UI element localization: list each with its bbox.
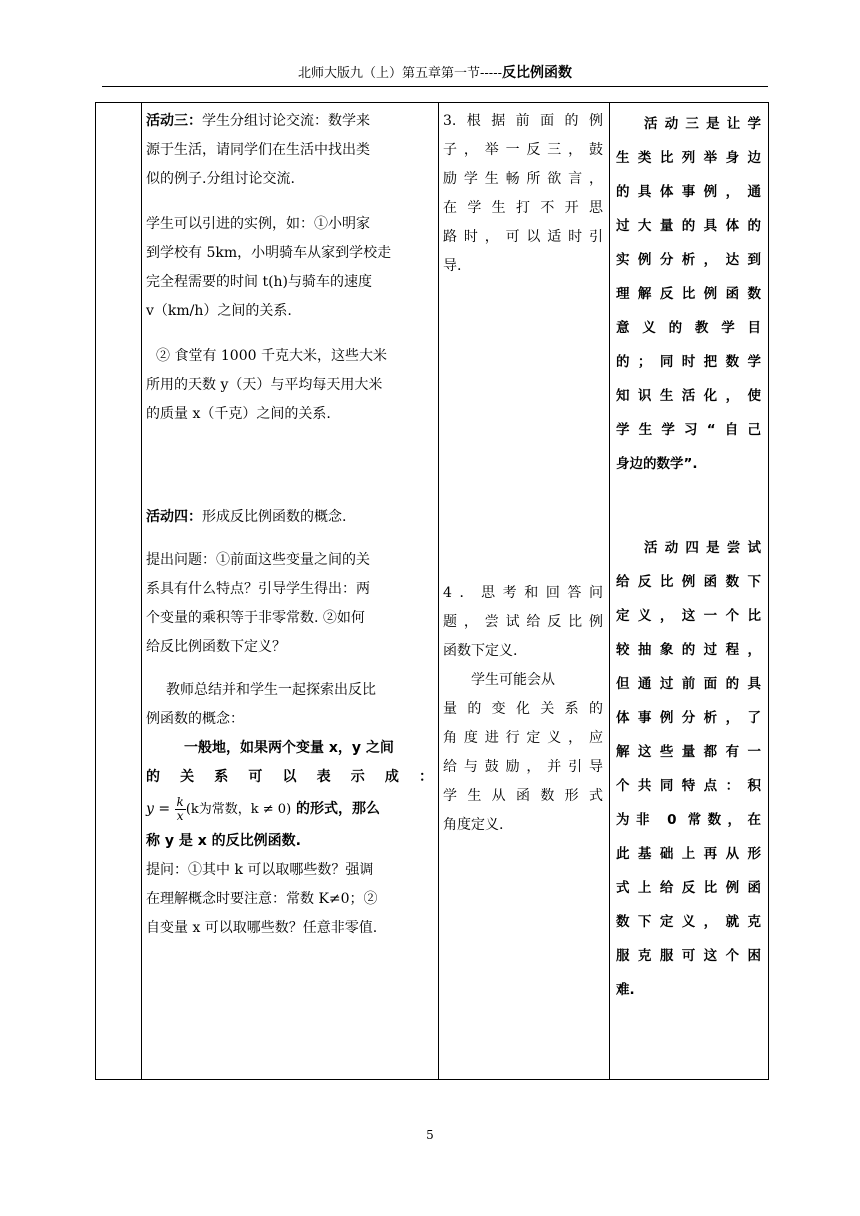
student-text-line: 量的变化关系的 [443,701,603,717]
student-text-line: 路时，可以适时引 [443,229,603,245]
student-text-line: 学生从函数形式 [443,788,603,804]
activity3-line: 源于生活，请同学们在生活中找出类 [146,142,370,158]
student-text-line: 题，尝试给反比例 [443,614,603,630]
header-prefix: 北师大版九（上）第五章第一节----- [298,66,502,81]
formula-numerator: k [176,794,184,809]
intent-line: 服克服可这个困 [616,948,761,964]
question-line: 系具有什么特点？引导学生得出：两 [146,581,370,597]
formula-y: y = [146,801,171,817]
intent-line: 意义的教学目 [616,320,761,336]
summary-line: 例函数的概念： [146,711,244,727]
question-line: 提出问题：①前面这些变量之间的关 [146,552,370,568]
ask-line: 提问：①其中 k 可以取哪些数？强调 [146,862,374,878]
intent-line: 活动三是让学 [644,116,761,132]
intent-line: 个共同特点：积 [616,778,761,794]
student-text-line: 角度进行定义，应 [443,730,603,746]
activity4-text: 形成反比例函数的概念. [202,509,347,525]
student-text-line: 函数下定义. [443,643,518,659]
example1-line: 学生可以引进的实例，如：①小明家 [146,216,370,232]
intent-line: 过大量的具体的 [616,218,761,234]
example2-line: ② 食堂有 1000 千克大米，这些大米 [156,348,387,364]
ask-line: 自变量 x 可以取哪些数？任意非零值. [146,920,378,936]
definition-line: 称 y 是 x 的反比例函数. [146,833,301,849]
ask-line: 在理解概念时要注意：常数 K≠0；② [146,891,378,907]
example1-line: v（km/h）之间的关系. [146,303,292,319]
intent-line: 解这些量都有一 [616,744,761,760]
student-text-line: 励学生畅所欲言， [443,171,603,187]
intent-line: 活动四是尝试 [644,540,761,556]
example2-line: 的质量 x（千克）之间的关系. [146,406,331,422]
definition-line: 的形式，那么 [291,801,381,817]
intent-line: 的具体事例，通 [616,184,761,200]
student-text-line: 学生可能会从 [471,672,555,688]
header-rule [102,86,768,87]
header-title: 反比例函数 [501,65,572,81]
student-text-line: 在学生打不开思 [443,200,603,216]
example1-line: 到学校有 5km，小明骑车从家到学校走 [146,245,392,261]
student-text-line: 3.根据前面的例 [443,113,603,129]
definition-formula [146,792,433,827]
column-divider [609,103,610,1079]
intent-line: 学生学习“自己 [616,422,761,438]
intent-line: 此基础上再从形 [616,846,761,862]
intent-line: 生类比列举身边 [616,150,761,166]
intent-line: 较抽象的过程， [616,642,761,658]
intent-line: 理解反比例函数 [616,286,761,302]
student-text-line: 导. [443,258,462,274]
activity4-title: 活动四： [146,509,202,525]
student-text-line: 给与鼓励，并引导 [443,759,603,775]
intent-line: 给反比例函数下 [616,574,761,590]
column-divider [141,103,142,1079]
intent-line: 实例分析，达到 [616,252,761,268]
activity3-title: 活动三： [146,113,202,129]
question-line: 给反比例函数下定义？ [146,639,286,655]
intent-line: 的；同时把数学 [616,354,761,370]
page-number: 5 [426,1128,434,1142]
student-activity-cell [443,107,603,840]
student-text-line: 4．思考和回答问 [443,585,603,601]
column-divider [438,103,439,1079]
intent-line: 为非 0 常数，在 [616,812,761,828]
formula-fraction [175,796,186,823]
summary-line: 教师总结并和学生一起探索出反比 [166,682,376,698]
intent-line: 但通过前面的具 [616,676,761,692]
intent-line: 知识生活化，使 [616,388,761,404]
intent-line: 数下定义，就克 [616,914,761,930]
intent-line: 身边的数学”. [616,456,698,472]
definition-line: 的关系可以表示成： [146,769,433,785]
intent-line: 难. [616,982,635,998]
example2-line: 所用的天数 y（天）与平均每天用大米 [146,377,383,393]
intent-line: 定义，这一个比 [616,608,761,624]
intent-line: 体事例分析，了 [616,710,761,726]
example1-line: 完全程需要的时间 t(h)与骑车的速度 [146,274,373,290]
student-text-line: 子，举一反三，鼓 [443,142,603,158]
formula-condition: (k为常数，k ≠ 0) [185,802,292,817]
definition-line: 一般地，如果两个变量 x，y 之间 [184,740,394,756]
lesson-table [95,102,769,1080]
activities-cell [146,107,433,943]
student-text-line: 角度定义. [443,817,504,833]
activity3-line: 学生分组讨论交流：数学来 [202,113,370,129]
activity3-line: 似的例子.分组讨论交流. [146,171,295,187]
question-line: 个变量的乘积等于非零常数. ②如何 [146,610,365,626]
formula-denominator: x [176,808,184,823]
design-intent-cell [616,107,761,1007]
intent-line: 式上给反比例函 [616,880,761,896]
page-header [102,62,768,82]
